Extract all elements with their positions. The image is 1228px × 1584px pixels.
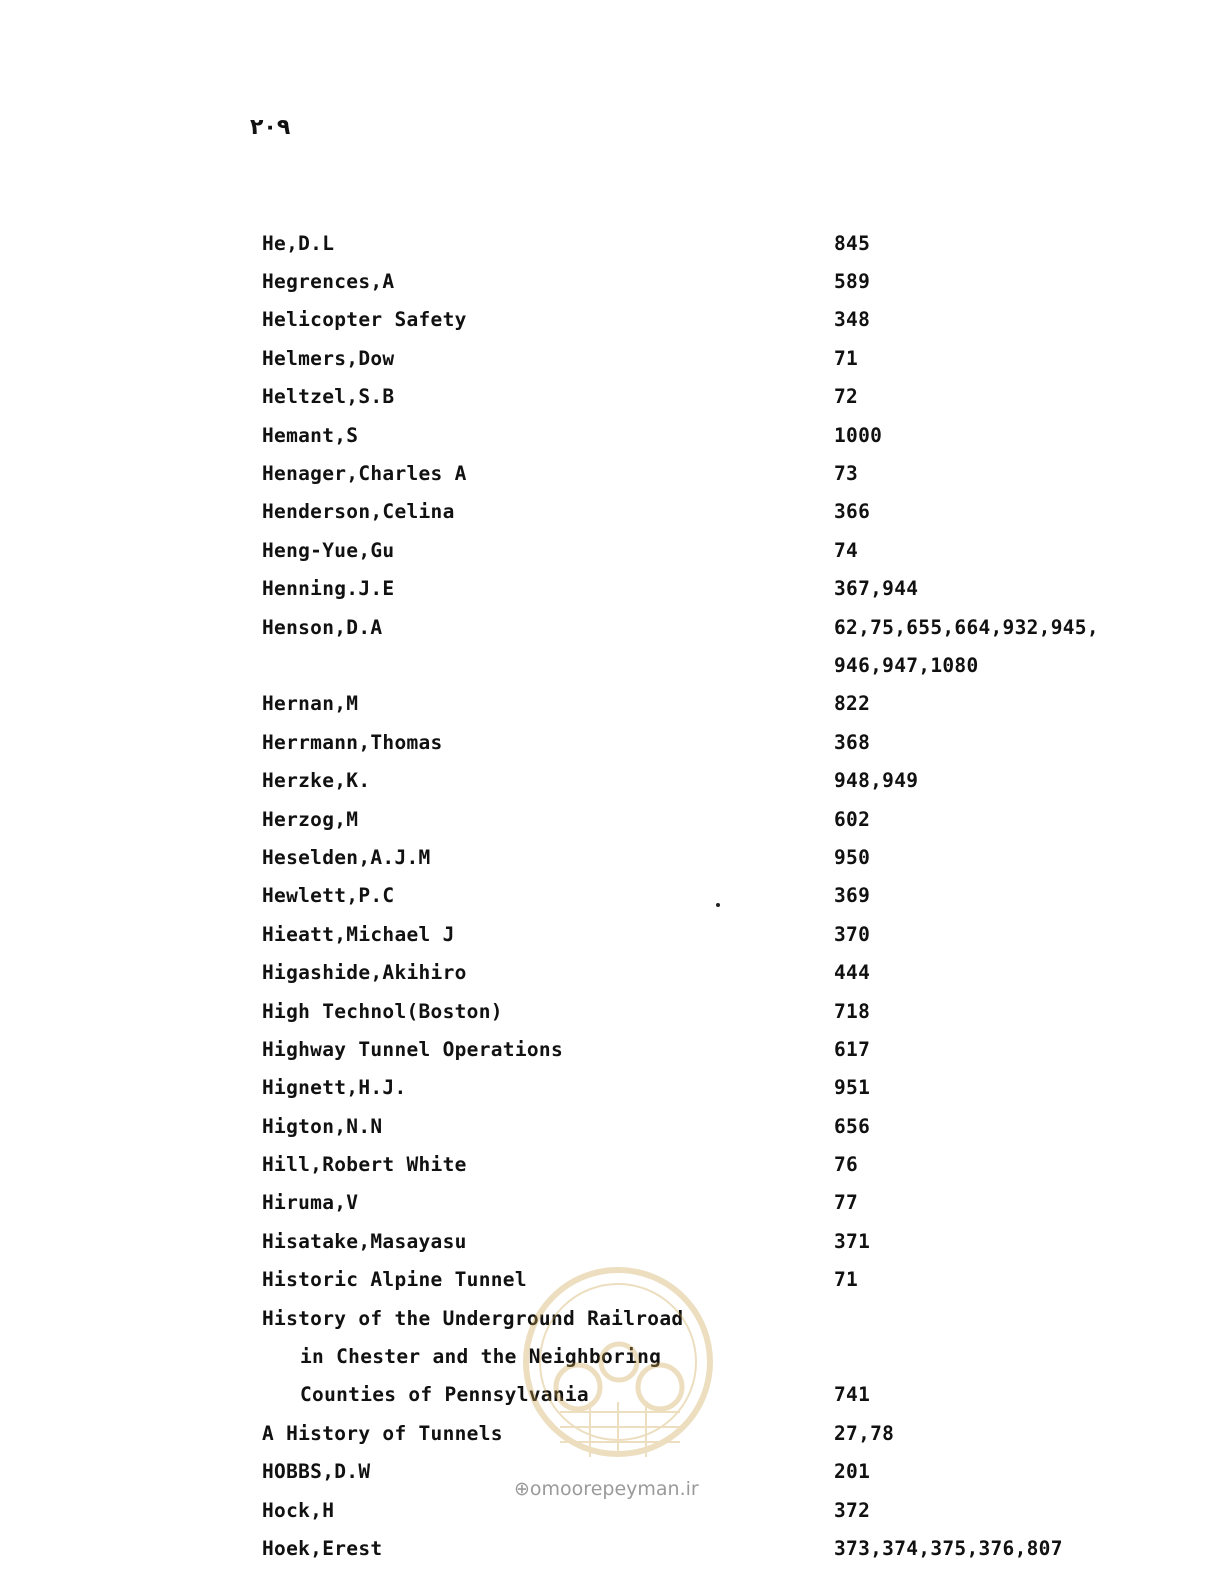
entry-pages: 369 <box>834 884 871 908</box>
entry-name: Hignett,H.J. <box>262 1076 407 1100</box>
entry-name: Hoek,Erest <box>262 1536 383 1560</box>
entry-name: Helicopter Safety <box>262 308 467 332</box>
entry-pages: 617 <box>834 1037 871 1061</box>
entry-name: Counties of Pennsylvania <box>300 1383 589 1407</box>
entry-name: Henson,D.A <box>262 615 383 639</box>
index-entry <box>262 339 1162 377</box>
index-entry <box>262 262 1162 300</box>
index-entry <box>262 1222 1162 1260</box>
entry-pages: 946,947,1080 <box>834 653 979 677</box>
entry-name: Henderson,Celina <box>262 500 455 524</box>
entry-name: Herzke,K. <box>262 769 371 793</box>
entry-pages: 951 <box>834 1076 871 1100</box>
entry-pages: 950 <box>834 845 871 869</box>
entry-pages: 589 <box>834 270 871 294</box>
entry-name: He,D.L <box>262 231 335 255</box>
index-entry <box>262 1069 1162 1107</box>
entry-name: Hisatake,Masayasu <box>262 1229 467 1253</box>
index-entry <box>262 570 1162 608</box>
index-entry <box>262 877 1162 915</box>
index-entry <box>262 1030 1162 1068</box>
entry-name: Hegrences,A <box>262 270 395 294</box>
entry-pages: 74 <box>834 538 859 562</box>
index-entry <box>262 454 1162 492</box>
entry-name: Henning.J.E <box>262 577 395 601</box>
entry-pages: 373,374,375,376,807 <box>834 1536 1063 1560</box>
index-entry <box>262 838 1162 876</box>
index-entry <box>262 800 1162 838</box>
entry-name: Higashide,Akihiro <box>262 961 467 985</box>
index-entry <box>262 915 1162 953</box>
entry-pages: 718 <box>834 999 871 1023</box>
entry-pages: 845 <box>834 231 871 255</box>
entry-pages: 741 <box>834 1383 871 1407</box>
entry-name: Herzog,M <box>262 807 359 831</box>
entry-name: Hock,H <box>262 1498 335 1522</box>
entry-pages: 77 <box>834 1191 859 1215</box>
entry-name: Heng-Yue,Gu <box>262 538 395 562</box>
entry-name: Hieatt,Michael J <box>262 922 455 946</box>
entry-pages: 1000 <box>834 423 883 447</box>
entry-name: Historic Alpine Tunnel <box>262 1268 527 1292</box>
entry-pages: 371 <box>834 1229 871 1253</box>
entry-pages: 73 <box>834 462 859 486</box>
index-entry <box>262 224 1162 262</box>
index-entry <box>262 608 1162 646</box>
index-entry <box>262 1529 1162 1567</box>
index-entry <box>262 1184 1162 1222</box>
index-entry <box>262 1491 1162 1529</box>
entry-name: Hernan,M <box>262 692 359 716</box>
entry-pages: 372 <box>834 1498 871 1522</box>
index-entry <box>262 685 1162 723</box>
entry-name: Hemant,S <box>262 423 359 447</box>
index-entry <box>262 378 1162 416</box>
entry-pages: 368 <box>834 730 871 754</box>
entry-pages: 348 <box>834 308 871 332</box>
index-entry <box>262 301 1162 339</box>
entry-pages: 62,75,655,664,932,945, <box>834 615 1099 639</box>
index-entry <box>262 646 1162 684</box>
index-entry <box>262 416 1162 454</box>
entry-name: in Chester and the Neighboring <box>300 1345 662 1369</box>
entry-name: A History of Tunnels <box>262 1421 503 1445</box>
entry-name: Highway Tunnel Operations <box>262 1037 563 1061</box>
entry-pages: 72 <box>834 385 859 409</box>
entry-pages: 602 <box>834 807 871 831</box>
entry-pages: 201 <box>834 1460 871 1484</box>
entry-name: Helmers,Dow <box>262 346 395 370</box>
entry-pages: 27,78 <box>834 1421 895 1445</box>
index-entry <box>262 531 1162 569</box>
entry-name: Hill,Robert White <box>262 1153 467 1177</box>
entry-name: High Technol(Boston) <box>262 999 503 1023</box>
scan-speck <box>716 903 720 907</box>
entry-name: HOBBS,D.W <box>262 1460 371 1484</box>
entry-name: Heselden,A.J.M <box>262 845 431 869</box>
entry-name: Henager,Charles A <box>262 462 467 486</box>
watermark-text: ⊕omoorepeyman.ir <box>514 1478 699 1500</box>
entry-pages: 444 <box>834 961 871 985</box>
entry-pages: 71 <box>834 1268 859 1292</box>
page-number: ۲۰۹ <box>250 115 291 140</box>
entry-pages: 822 <box>834 692 871 716</box>
entry-pages: 71 <box>834 346 859 370</box>
entry-pages: 76 <box>834 1153 859 1177</box>
entry-name: History of the Underground Railroad <box>262 1306 684 1330</box>
index-entry <box>262 761 1162 799</box>
index-entry <box>262 992 1162 1030</box>
index-entry <box>262 493 1162 531</box>
entry-name: Hiruma,V <box>262 1191 359 1215</box>
entry-name: Higton,N.N <box>262 1114 383 1138</box>
index-entry <box>262 1107 1162 1145</box>
index-entry <box>262 953 1162 991</box>
globe-icon: ⊕ <box>514 1478 530 1500</box>
index-entry <box>262 1145 1162 1183</box>
entry-name: Herrmann,Thomas <box>262 730 443 754</box>
entry-pages: 370 <box>834 922 871 946</box>
entry-pages: 366 <box>834 500 871 524</box>
entry-name: Heltzel,S.B <box>262 385 395 409</box>
gear-seal-logo-icon <box>520 1262 716 1474</box>
index-entry <box>262 723 1162 761</box>
entry-name: Hewlett,P.C <box>262 884 395 908</box>
entry-pages: 656 <box>834 1114 871 1138</box>
entry-pages: 948,949 <box>834 769 919 793</box>
entry-pages: 367,944 <box>834 577 919 601</box>
